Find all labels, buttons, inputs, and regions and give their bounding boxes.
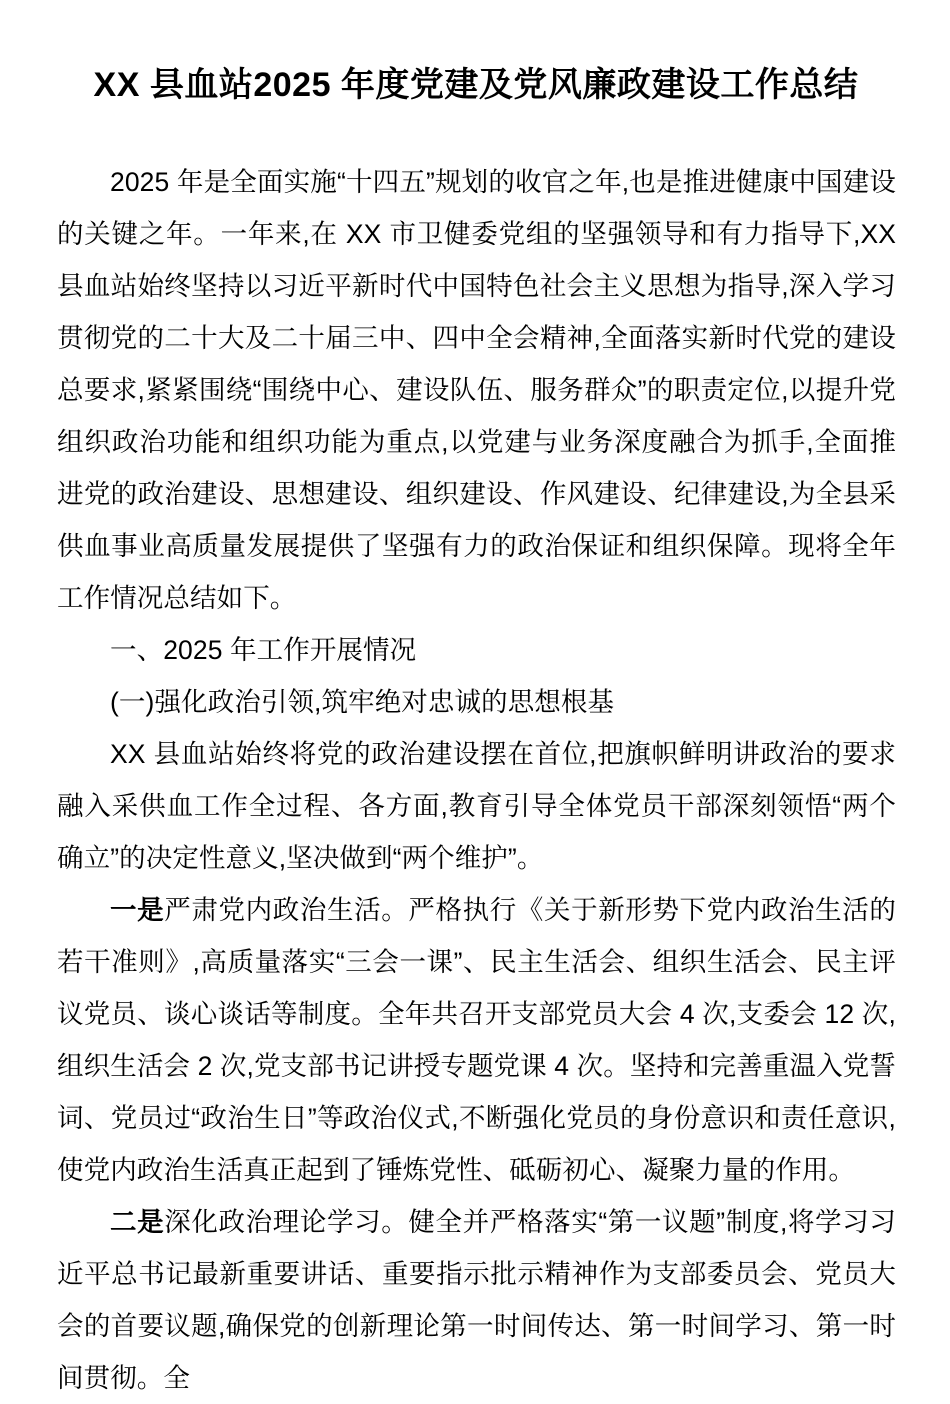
document-body (57, 156, 896, 1404)
item-one-body-text: 严肃党内政治生活。严格执行《关于新形势下党内政治生活的若干准则》,高质量落实“三会一课”、民主生活会、组织生活会、民主评议党员、谈心谈话等制度。全年共召开支部党员大会 4 次,支委会 12 次,组织生活会 2 次,党支部书记讲授专题党课 4 次。坚持和完善重温入党誓词、党员过“政治生日”等政治仪式,不断强化党员的身份意识和责任意识,使党内政治生活真正起到了锤炼党性、砥砺初心、凝聚力量的作用。 (57, 895, 897, 1185)
paragraph-item-one (57, 884, 896, 1196)
section-heading-one: 一、2025 年工作开展情况 (110, 635, 417, 665)
item-two-body-text: 深化政治理论学习。健全并严格落实“第一议题”制度,将学习习近平总书记最新重要讲话、重要指示批示精神作为支部委员会、党员大会的首要议题,确保党的创新理论第一时间传达、第一时间学习、第一时间贯彻。全 (57, 1207, 896, 1393)
item-two-lead-label: 二是 (110, 1207, 165, 1237)
paragraph-item-two (57, 1196, 896, 1404)
item-one-lead-label: 一是 (110, 895, 165, 925)
paragraph-intro: 2025 年是全面实施“十四五”规划的收官之年,也是推进健康中国建设的关键之年。一年来,在 XX 市卫健委党组的坚强领导和有力指导下,XX 县血站始终坚持以习近平新时代中国特色社会主义思想为指导,深入学习贯彻党的二十大及二十届三中、四中全会精神,全面落实新时代党的建设总要求,紧紧围绕“围绕中心、建设队伍、服务群众”的职责定位,以提升党组织政治功能和组织功能为重点,以党建与业务深度融合为抓手,全面推进党的政治建设、思想建设、组织建设、作风建设、纪律建设,为全县采供血事业高质量发展提供了坚强有力的政治保证和组织保障。现将全年工作情况总结如下。 (57, 167, 896, 613)
paragraph-subsection-one-body: XX 县血站始终将党的政治建设摆在首位,把旗帜鲜明讲政治的要求融入采供血工作全过程、各方面,教育引导全体党员干部深刻领悟“两个确立”的决定性意义,坚决做到“两个维护”。 (57, 739, 896, 873)
subsection-heading-one: (一)强化政治引领,筑牢绝对忠诚的思想根基 (110, 687, 615, 717)
page-title: XX 县血站2025 年度党建及党风廉政建设工作总结 (93, 66, 859, 104)
